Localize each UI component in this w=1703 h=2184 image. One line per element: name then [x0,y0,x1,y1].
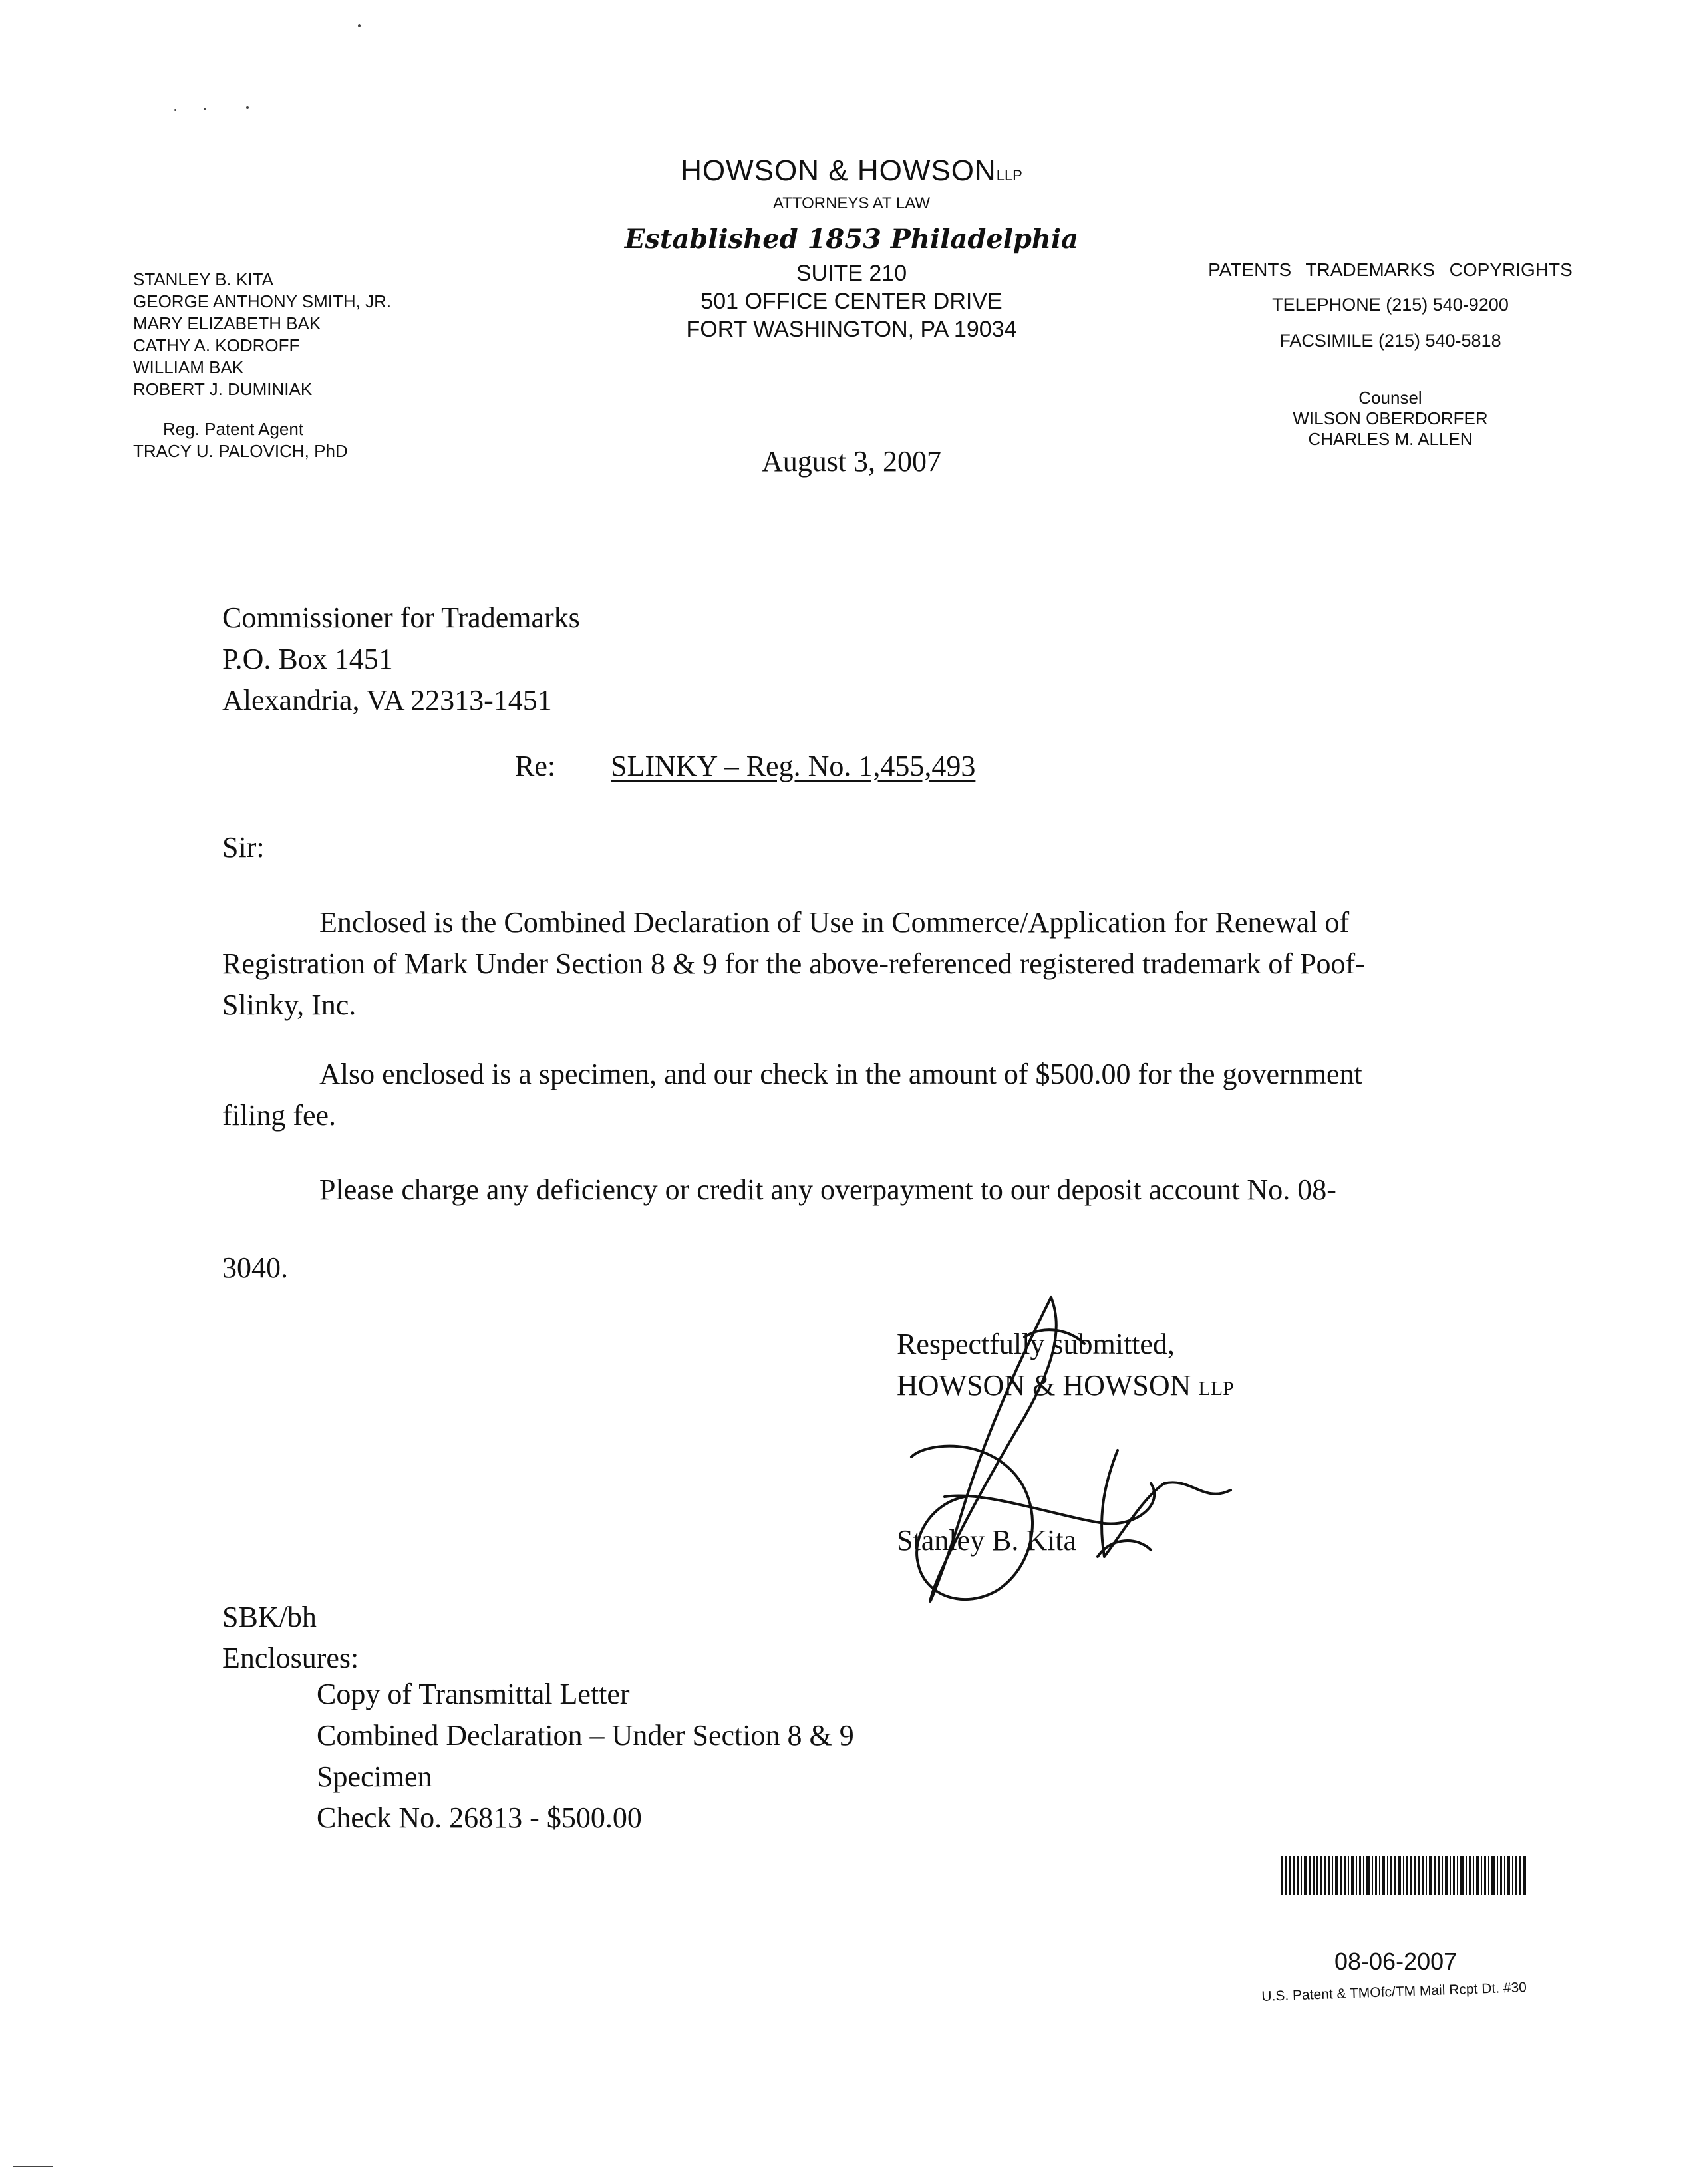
facsimile: FACSIMILE (215) 540-5818 [1279,331,1501,351]
partner-name: CATHY A. KODROFF [133,335,300,355]
salutation: Sir: [222,831,265,863]
firm-name [0,154,1703,188]
closing-line: Respectfully submitted, [897,1328,1175,1360]
re-label: Re: [515,750,556,782]
enclosure-item: Copy of Transmittal Letter [317,1678,630,1710]
partner-name: ROBERT J. DUMINIAK [133,379,313,399]
address-line: SUITE 210 [796,261,907,286]
enclosures-label: Enclosures: [222,1642,359,1674]
paragraph-line: Registration of Mark Under Section 8 & 9 for the above-referenced registered trademark of Poof- [222,947,1365,980]
addressee-line: Alexandria, VA 22313-1451 [222,684,552,716]
addressee-line: Commissioner for Trademarks [222,601,580,634]
counsel-block [1171,388,1610,450]
scan-speck [13,2166,53,2167]
partner-name: MARY ELIZABETH BAK [133,313,321,333]
letter-date: August 3, 2007 [761,445,942,478]
enclosure-list [317,1674,854,1839]
paragraph-line: Enclosed is the Combined Declaration of Use in Commerce/Application for Renewal of [319,906,1350,939]
address-line: 501 OFFICE CENTER DRIVE [700,289,1003,314]
partner-list [133,269,391,400]
practice-areas: PATENTS TRADEMARKS COPYRIGHTS [1208,259,1573,280]
re-subject: SLINKY – Reg. No. 1,455,493 [611,750,976,782]
scan-speck [204,108,206,110]
counsel-name: CHARLES M. ALLEN [1308,429,1473,449]
receipt-date: 08-06-2007 [1334,1948,1458,1975]
receipt-stamp-text: U.S. Patent & TMOfc/TM Mail Rcpt Dt. #30 [1261,1980,1527,2004]
partner-name: WILLIAM BAK [133,357,244,377]
body-paragraph-2 [222,1054,1473,1136]
paragraph-line: Also enclosed is a specimen, and our check in the amount of $500.00 for the government [319,1058,1362,1090]
barcode [1281,1856,1527,1895]
enclosure-item: Check No. 26813 - $500.00 [317,1801,642,1834]
handwritten-signature [885,1284,1257,1630]
body-paragraph-1 [222,902,1473,1026]
patent-agent-label: Reg. Patent Agent [163,419,304,439]
scan-speck [358,24,361,27]
body-paragraph-3 [222,1170,1473,1211]
counsel-label: Counsel [1358,388,1422,408]
paragraph-line: filing fee. [222,1099,337,1132]
addressee-block [222,597,580,721]
enclosure-item: Specimen [317,1760,432,1793]
firm-name-text: HOWSON & HOWSON [681,154,997,187]
enclosure-item: Combined Declaration – Under Section 8 & 9 [317,1719,854,1752]
partner-name: GEORGE ANTHONY SMITH, JR. [133,291,392,311]
firm-suffix: LLP [996,167,1022,184]
scan-speck [246,106,249,109]
established-line: Established 1853 Philadelphia [624,224,1079,255]
closing-firm: HOWSON & HOWSON LLP [897,1369,1234,1402]
scan-speck [174,109,176,111]
patent-agent-name: TRACY U. PALOVICH, PhD [133,441,348,461]
initials-block [222,1597,359,1679]
telephone: TELEPHONE (215) 540-9200 [1272,295,1509,315]
address-line: FORT WASHINGTON, PA 19034 [686,317,1017,342]
typist-initials: SBK/bh [222,1601,317,1633]
account-number-continuation: 3040. [222,1251,288,1284]
paragraph-line: Slinky, Inc. [222,989,357,1021]
paragraph-line: Please charge any deficiency or credit any overpayment to our deposit account No. 08- [319,1173,1336,1206]
firm-tagline: ATTORNEYS AT LAW [772,194,931,212]
addressee-line: P.O. Box 1451 [222,643,393,675]
partner-name: STANLEY B. KITA [133,269,273,289]
counsel-name: WILSON OBERDORFER [1293,408,1488,428]
signer-name: Stanley B. Kita [897,1524,1077,1557]
